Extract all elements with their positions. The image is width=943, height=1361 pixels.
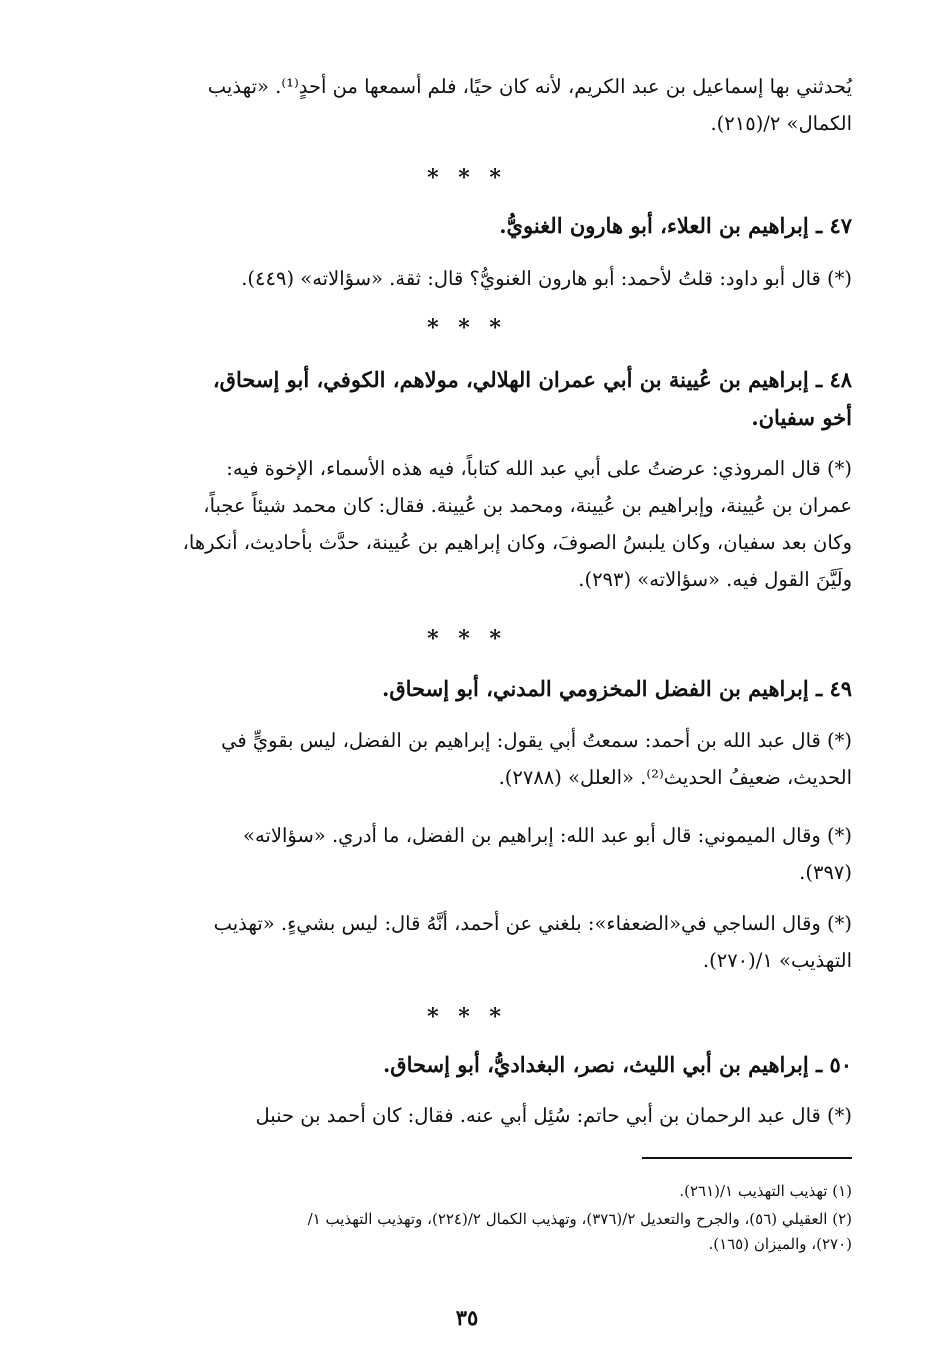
text-line: الحديث، ضعيفُ الحديث⁽²⁾. «العلل» (٢٧٨٨).: [498, 766, 852, 789]
section-separator: * * *: [427, 626, 507, 652]
text-line: (*) وقال الميموني: قال أبو عبد الله: إبراهيم بن الفضل، ما أدري. «سؤالاته»: [243, 824, 852, 847]
section-separator: * * *: [427, 165, 507, 191]
text-line: وكان بعد سفيان، وكان يلبسُ الصوفَ، وكان إبراهيم بن عُيينة، حدَّث بأحاديث، أنكرها،: [182, 531, 852, 554]
text-line: (*) قال عبد الرحمان بن أبي حاتم: سُئِل أبي عنه. فقال: كان أحمد بن حنبل: [255, 1104, 852, 1127]
footnote-line: (٢٧٠)، والميزان (١٦٥).: [708, 1235, 852, 1253]
text-line: التهذيب» ١/(٢٧٠).: [702, 949, 852, 972]
page-number: ٣٥: [455, 1305, 479, 1330]
entry-49-paragraph-3: [82, 905, 852, 979]
footnote-1: [82, 1179, 852, 1204]
entry-heading-47: ٤٧ ـ إبراهيم بن العلاء، أبو هارون الغنويُّ.: [499, 213, 852, 238]
entry-heading-48: [82, 361, 852, 437]
intro-paragraph: [82, 68, 852, 142]
text-line: (*) قال عبد الله بن أحمد: سمعتُ أبي يقول: إبراهيم بن الفضل، ليس بقويٍّ في: [221, 729, 852, 752]
heading-line: ٤٨ ـ إبراهيم بن عُيينة بن أبي عمران الهلالي، مولاهم، الكوفي، أبو إسحاق،: [212, 367, 852, 392]
text-line: يُحدثني بها إسماعيل بن عبد الكريم، لأنه كان حيًا، فلم أسمعها من أحدٍ⁽¹⁾. «تهذيب: [207, 75, 852, 98]
text-line: الكمال» ٢/(٢١٥).: [710, 112, 852, 135]
footnote-rule: [642, 1157, 852, 1159]
footnote-line: (١) تهذيب التهذيب ١/(٢٦١).: [679, 1182, 852, 1200]
entry-50-paragraph: [82, 1097, 852, 1134]
entry-heading-50: ٥٠ ـ إبراهيم بن أبي الليث، نصر، البغداديُّ، أبو إسحاق.: [383, 1052, 852, 1077]
text-line: (*) قال المروذي: عرضتُ على أبي عبد الله كتاباً، فيه هذه الأسماء، الإخوة فيه:: [226, 457, 852, 480]
text-line: ولَيَّنَ القول فيه. «سؤالاته» (٢٩٣).: [578, 568, 852, 591]
section-separator: * * *: [427, 315, 507, 341]
footnote-line: (٢) العقيلي (٥٦)، والجرح والتعديل ٢/(٣٧٦)، وتهذيب الكمال ٢/(٢٢٤)، وتهذيب التهذيب ١/: [307, 1210, 852, 1228]
text-line: عمران بن عُيينة، وإبراهيم بن عُيينة، ومحمد بن عُيينة. فقال: كان محمد شيئاً عجباً،: [203, 494, 852, 517]
text-line: (*) وقال الساجي في«الضعفاء»: بلغني عن أحمد، أنَّهُ قال: ليس بشيءٍ. «تهذيب: [213, 912, 852, 935]
text-line: (*) قال أبو داود: قلتُ لأحمد: أبو هارون الغنويُّ؟ قال: ثقة. «سؤالاته» (٤٤٩).: [241, 267, 852, 290]
entry-48-paragraph: [82, 450, 852, 598]
entry-49-paragraph-1: [82, 722, 852, 796]
entry-49-paragraph-2: [82, 817, 852, 891]
section-separator: * * *: [427, 1004, 507, 1030]
text-line: (٣٩٧).: [799, 861, 852, 884]
footnote-2: [82, 1207, 852, 1257]
heading-line: أخو سفيان.: [751, 405, 852, 430]
entry-heading-49: ٤٩ ـ إبراهيم بن الفضل المخزومي المدني، أبو إسحاق.: [382, 676, 852, 701]
entry-47-paragraph: [82, 260, 852, 297]
